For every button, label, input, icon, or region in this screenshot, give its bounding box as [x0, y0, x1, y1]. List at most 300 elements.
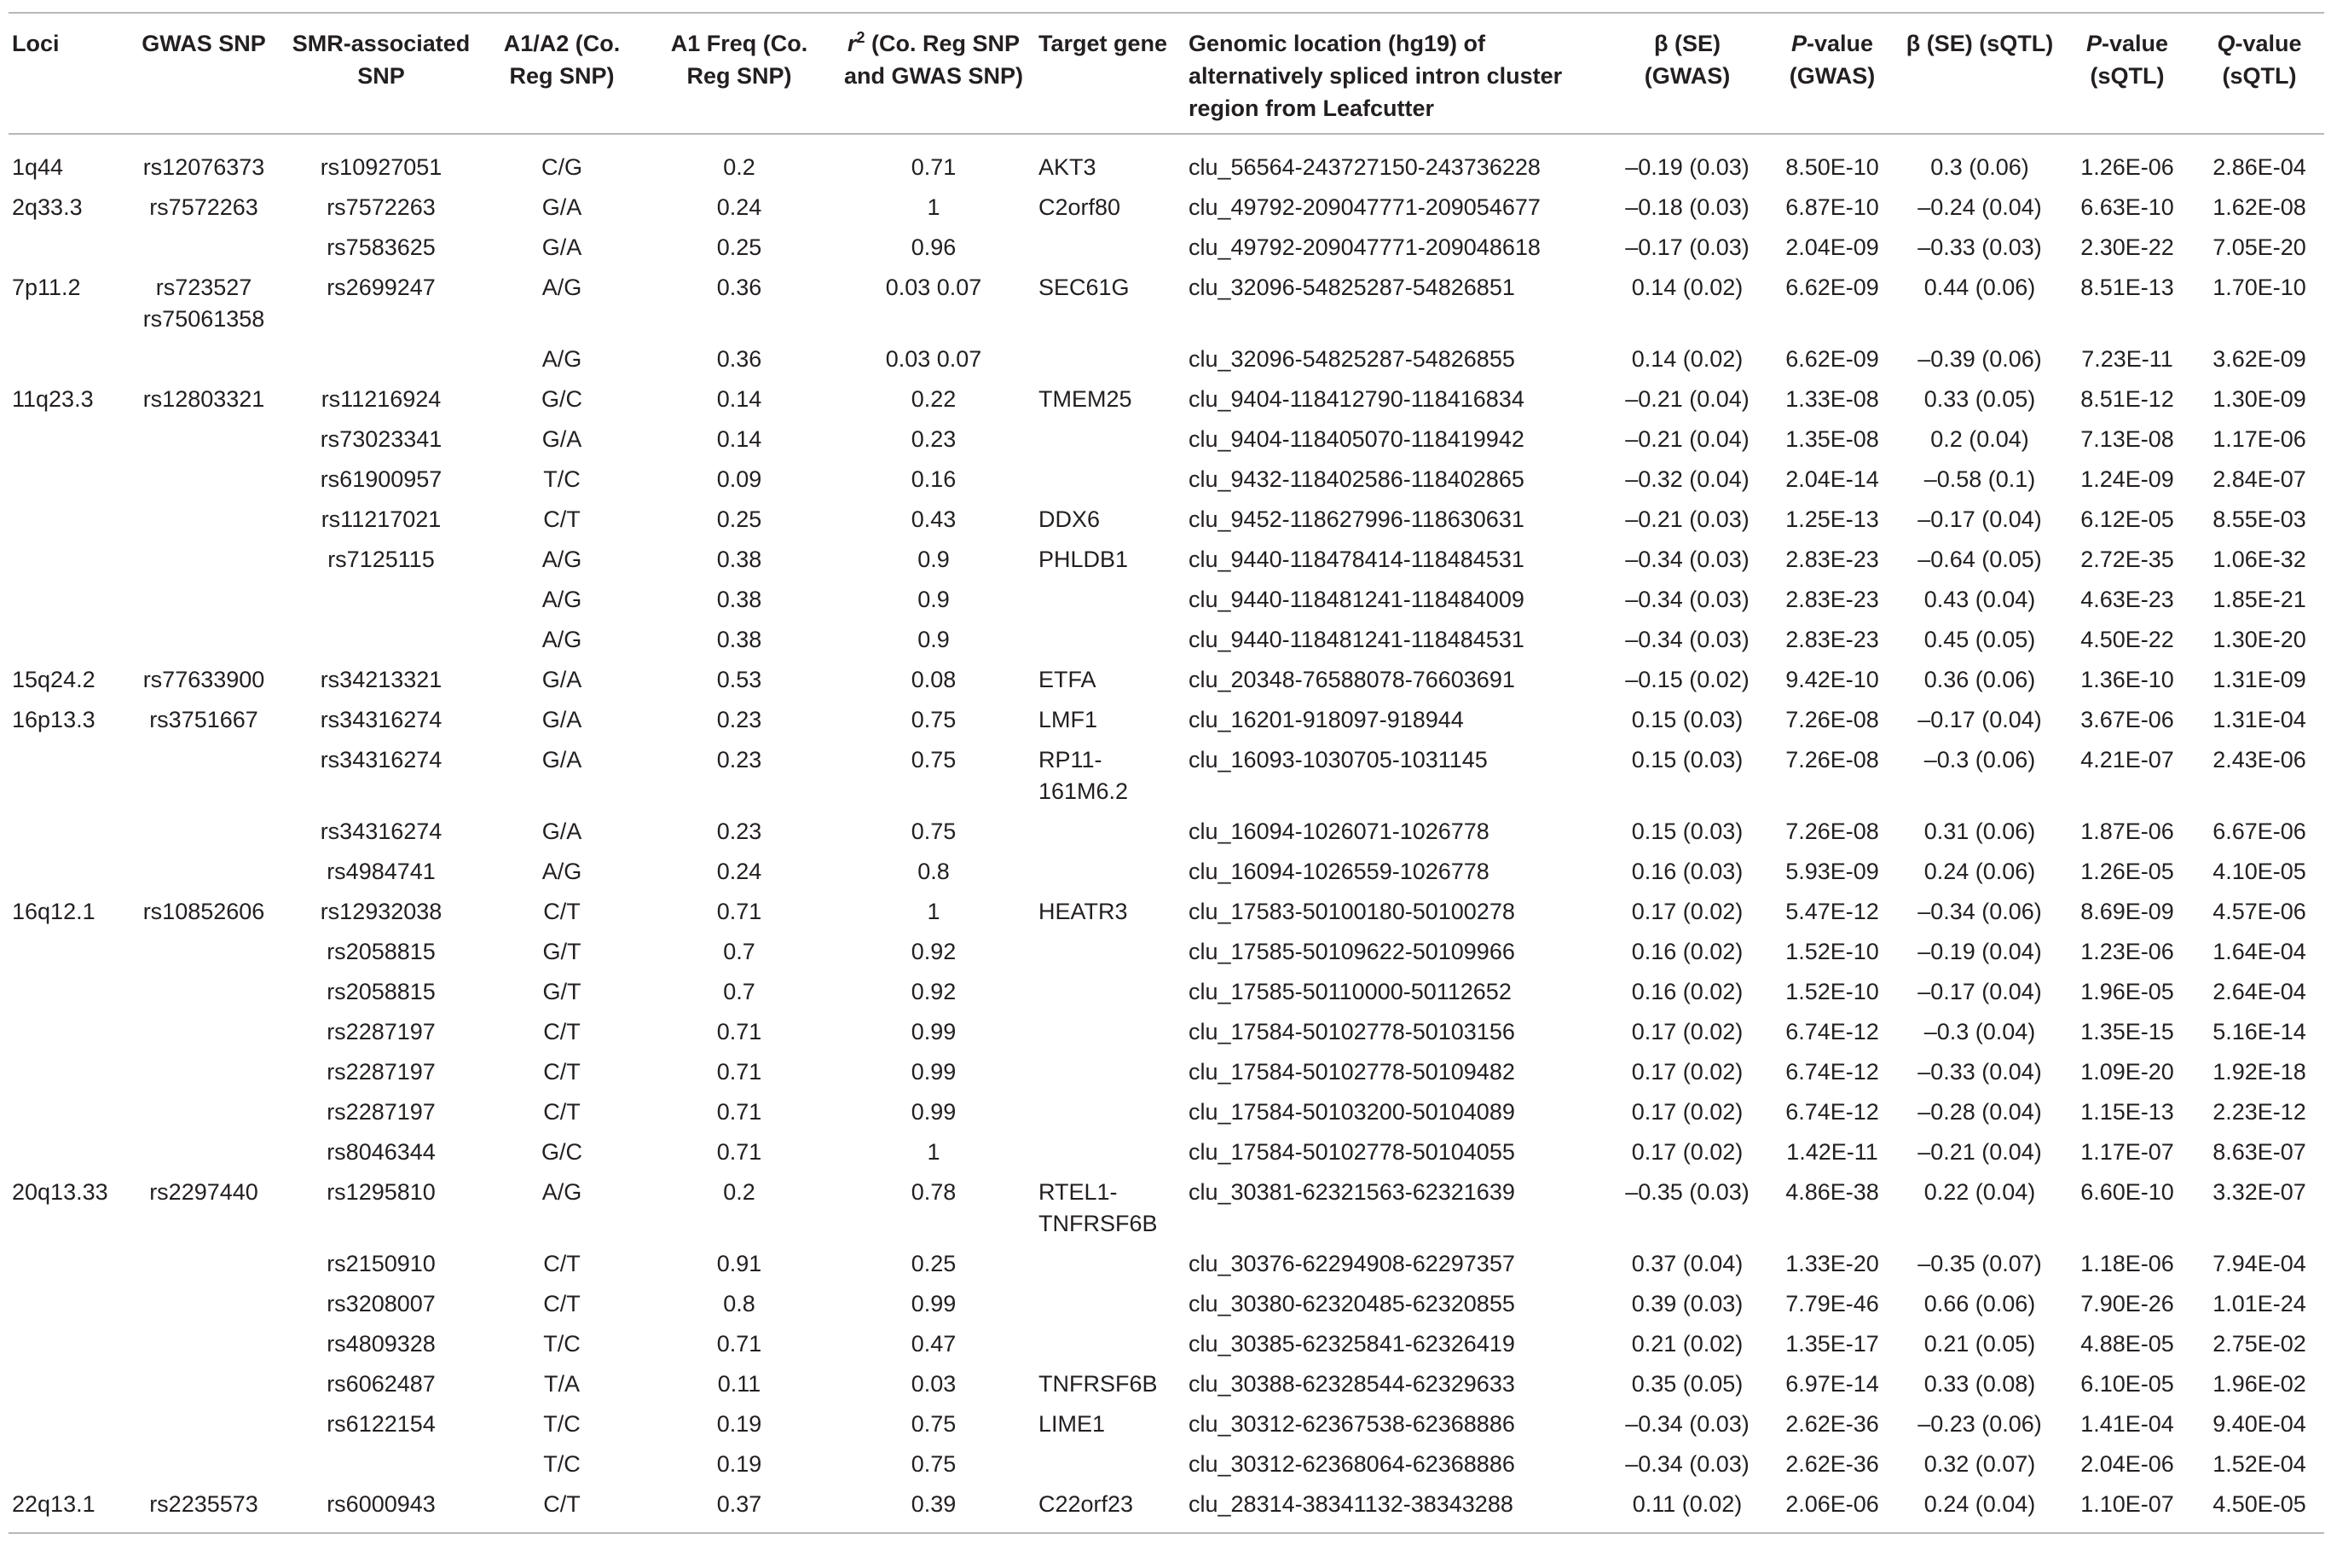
table-row	[9, 1092, 2324, 1132]
cell-r2: 0.99	[911, 1059, 957, 1085]
cell-a1-freq: 0.7	[723, 939, 755, 964]
cell-beta-gwas: 0.15 (0.03)	[1631, 747, 1744, 772]
cell-gwas-snp	[123, 500, 285, 540]
cell-beta-sqtl: 0.31 (0.06)	[1923, 819, 2036, 844]
cell-beta-gwas: –0.15 (0.02)	[1625, 667, 1750, 692]
cell-beta-gwas: 0.39 (0.03)	[1631, 1291, 1744, 1316]
cell-a1-freq: 0.71	[716, 1331, 762, 1357]
cell-p-sqtl: 7.23E-11	[2081, 346, 2173, 372]
cell-genomic-location: clu_30312-62368064-62368886	[1189, 1451, 1515, 1477]
cell-a1-freq: 0.71	[716, 1139, 762, 1165]
cell-q-sqtl: 2.23E-12	[2212, 1099, 2306, 1125]
cell-loci	[9, 812, 123, 852]
table-row	[9, 1132, 2324, 1172]
cell-r2: 0.43	[911, 506, 957, 532]
cell-genomic-location: clu_9404-118405070-118419942	[1189, 426, 1524, 452]
header-gwas-snp: GWAS SNP	[123, 13, 285, 134]
cell-q-sqtl: 1.17E-06	[2212, 426, 2306, 452]
cell-smr-snp: rs61900957	[320, 466, 442, 492]
cell-gwas-snp	[123, 812, 285, 852]
cell-a1a2: G/C	[541, 386, 582, 412]
cell-target-gene	[1035, 1284, 1185, 1324]
cell-beta-sqtl: 0.33 (0.05)	[1923, 386, 2036, 412]
cell-beta-gwas: –0.21 (0.03)	[1625, 506, 1750, 532]
cell-a1-freq: 0.23	[716, 707, 762, 732]
cell-a1-freq: 0.36	[716, 346, 762, 372]
cell-smr-snp: rs34316274	[320, 747, 442, 772]
cell-a1a2: C/T	[543, 1491, 581, 1517]
cell-p-gwas: 2.04E-09	[1785, 234, 1879, 260]
cell-p-gwas: 1.35E-08	[1785, 426, 1879, 452]
table-header	[9, 13, 2324, 134]
cell-gwas-snp: rs10852606	[142, 899, 265, 924]
cell-gwas-snp: rs12803321	[142, 386, 265, 412]
table-row	[9, 1244, 2324, 1284]
table-row	[9, 740, 2324, 812]
cell-target-gene	[1035, 339, 1185, 379]
cell-target-gene	[1035, 812, 1185, 852]
cell-target-gene	[1035, 580, 1185, 620]
cell-smr-snp	[285, 339, 477, 379]
cell-gwas-snp: rs7572263	[149, 194, 258, 220]
cell-p-sqtl: 1.41E-04	[2080, 1411, 2174, 1437]
cell-a1-freq: 0.25	[716, 506, 762, 532]
cell-loci	[9, 852, 123, 892]
cell-q-sqtl: 9.40E-04	[2212, 1411, 2306, 1437]
cell-a1-freq: 0.2	[723, 154, 755, 180]
cell-genomic-location: clu_17584-50102778-50104055	[1189, 1139, 1515, 1165]
cell-smr-snp: rs11217021	[321, 506, 442, 532]
cell-loci: 7p11.2	[12, 275, 81, 300]
cell-genomic-location: clu_17584-50103200-50104089	[1189, 1099, 1515, 1125]
cell-target-gene: TNFRSF6B	[1038, 1371, 1158, 1397]
cell-a1-freq: 0.38	[716, 587, 762, 612]
cell-gwas-snp	[123, 1012, 285, 1052]
table-row	[9, 972, 2324, 1012]
header-a1-freq: A1 Freq (Co. Reg SNP)	[646, 13, 832, 134]
cell-target-gene	[1035, 228, 1185, 268]
cell-beta-sqtl: 0.43 (0.04)	[1923, 587, 2036, 612]
cell-target-gene	[1035, 852, 1185, 892]
cell-target-gene	[1035, 460, 1185, 500]
cell-a1a2: T/C	[543, 466, 581, 492]
cell-r2: 0.47	[911, 1331, 957, 1357]
cell-beta-gwas: –0.34 (0.03)	[1625, 587, 1750, 612]
cell-q-sqtl: 8.55E-03	[2212, 506, 2306, 532]
cell-a1a2: C/T	[543, 899, 581, 924]
cell-p-sqtl: 1.09E-20	[2080, 1059, 2174, 1085]
cell-a1a2: C/T	[543, 506, 581, 532]
cell-gwas-snp	[123, 1284, 285, 1324]
cell-p-sqtl: 4.21E-07	[2080, 747, 2174, 772]
cell-a1-freq: 0.8	[723, 1291, 755, 1316]
cell-beta-sqtl: –0.21 (0.04)	[1917, 1139, 2042, 1165]
cell-q-sqtl: 1.31E-04	[2212, 707, 2306, 732]
cell-q-sqtl: 7.94E-04	[2212, 1251, 2306, 1276]
cell-target-gene: LIME1	[1038, 1411, 1106, 1437]
cell-p-gwas: 1.42E-11	[1786, 1139, 1878, 1165]
cell-smr-snp: rs2287197	[327, 1099, 436, 1125]
cell-a1-freq: 0.24	[716, 859, 762, 884]
cell-genomic-location: clu_17583-50100180-50100278	[1189, 899, 1515, 924]
cell-r2: 0.78	[911, 1179, 957, 1205]
cell-a1-freq: 0.2	[723, 1179, 755, 1205]
cell-loci	[9, 1244, 123, 1284]
cell-p-gwas: 6.87E-10	[1785, 194, 1879, 220]
cell-beta-gwas: 0.15 (0.03)	[1631, 707, 1744, 732]
table-row	[9, 419, 2324, 460]
cell-beta-sqtl: –0.33 (0.04)	[1917, 1059, 2042, 1085]
cell-p-gwas: 5.93E-09	[1785, 859, 1879, 884]
table-row	[9, 339, 2324, 379]
cell-beta-sqtl: –0.39 (0.06)	[1917, 346, 2042, 372]
cell-target-gene: SEC61G	[1038, 275, 1130, 300]
cell-smr-snp: rs2287197	[327, 1059, 436, 1085]
cell-genomic-location: clu_9440-118478414-118484531	[1189, 547, 1524, 572]
cell-beta-sqtl: –0.58 (0.1)	[1923, 466, 2036, 492]
cell-loci: 11q23.3	[12, 386, 94, 412]
cell-p-gwas: 6.62E-09	[1785, 275, 1879, 300]
cell-beta-sqtl: 0.21 (0.05)	[1923, 1331, 2036, 1357]
cell-r2: 0.23	[911, 426, 957, 452]
cell-q-sqtl: 2.64E-04	[2212, 979, 2306, 1004]
cell-a1a2: A/G	[541, 1179, 582, 1205]
table-row	[9, 1404, 2324, 1444]
cell-loci: 22q13.1	[12, 1491, 95, 1517]
cell-beta-sqtl: –0.33 (0.03)	[1917, 234, 2042, 260]
cell-gwas-snp	[123, 580, 285, 620]
cell-p-sqtl: 1.24E-09	[2080, 466, 2174, 492]
cell-target-gene: RP11-161M6.2	[1038, 747, 1129, 804]
cell-beta-gwas: 0.35 (0.05)	[1631, 1371, 1744, 1397]
cell-q-sqtl: 8.63E-07	[2212, 1139, 2306, 1165]
cell-p-gwas: 7.26E-08	[1785, 707, 1879, 732]
cell-genomic-location: clu_30388-62328544-62329633	[1189, 1371, 1515, 1397]
cell-p-gwas: 9.42E-10	[1785, 667, 1879, 692]
cell-smr-snp: rs6122154	[327, 1411, 436, 1437]
cell-r2: 1	[927, 899, 940, 924]
cell-beta-sqtl: 0.66 (0.06)	[1923, 1291, 2036, 1316]
cell-target-gene: ETFA	[1038, 667, 1096, 692]
cell-a1-freq: 0.71	[716, 1059, 762, 1085]
table-row	[9, 620, 2324, 660]
cell-p-sqtl: 7.13E-08	[2080, 426, 2174, 452]
cell-a1a2: T/C	[543, 1411, 581, 1437]
cell-genomic-location: clu_32096-54825287-54826855	[1189, 346, 1515, 372]
cell-p-sqtl: 4.63E-23	[2080, 587, 2174, 612]
cell-target-gene	[1035, 1052, 1185, 1092]
cell-r2: 0.92	[911, 939, 957, 964]
cell-loci	[9, 1404, 123, 1444]
cell-beta-gwas: 0.21 (0.02)	[1631, 1331, 1744, 1357]
cell-a1a2: C/G	[541, 154, 582, 180]
cell-loci: 16p13.3	[12, 707, 95, 732]
cell-q-sqtl: 1.30E-09	[2212, 386, 2306, 412]
cell-beta-gwas: 0.16 (0.02)	[1631, 939, 1744, 964]
cell-p-sqtl: 2.72E-35	[2080, 547, 2174, 572]
cell-gwas-snp	[123, 1324, 285, 1364]
cell-target-gene: C2orf80	[1038, 194, 1121, 220]
cell-q-sqtl: 1.06E-32	[2212, 547, 2306, 572]
cell-p-gwas: 6.97E-14	[1785, 1371, 1879, 1397]
cell-a1-freq: 0.19	[716, 1411, 762, 1437]
cell-loci	[9, 580, 123, 620]
cell-smr-snp: rs10927051	[320, 154, 442, 180]
cell-beta-gwas: 0.16 (0.02)	[1631, 979, 1744, 1004]
table-row	[9, 500, 2324, 540]
cell-a1a2: G/T	[542, 979, 581, 1004]
cell-a1a2: T/A	[543, 1371, 580, 1397]
cell-a1-freq: 0.11	[717, 1371, 761, 1397]
cell-target-gene: HEATR3	[1038, 899, 1128, 924]
cell-q-sqtl: 1.64E-04	[2212, 939, 2306, 964]
cell-smr-snp: rs6062487	[327, 1371, 436, 1397]
cell-r2: 0.99	[911, 1291, 957, 1316]
cell-beta-sqtl: –0.3 (0.04)	[1923, 1019, 2036, 1044]
cell-gwas-snp	[123, 228, 285, 268]
cell-target-gene: DDX6	[1038, 506, 1101, 532]
cell-p-sqtl: 1.26E-06	[2080, 154, 2174, 180]
cell-genomic-location: clu_9452-118627996-118630631	[1189, 506, 1524, 532]
cell-q-sqtl: 3.62E-09	[2212, 346, 2306, 372]
cell-loci	[9, 1012, 123, 1052]
cell-q-sqtl: 2.84E-07	[2212, 466, 2306, 492]
cell-target-gene	[1035, 1244, 1185, 1284]
cell-beta-sqtl: –0.17 (0.04)	[1917, 979, 2042, 1004]
cell-loci	[9, 1052, 123, 1092]
cell-loci	[9, 1364, 123, 1404]
cell-q-sqtl: 3.32E-07	[2212, 1179, 2306, 1205]
table-row	[9, 580, 2324, 620]
cell-genomic-location: clu_17585-50110000-50112652	[1189, 979, 1512, 1004]
cell-p-gwas: 1.35E-17	[1785, 1331, 1879, 1357]
cell-r2: 0.9	[917, 627, 950, 652]
cell-q-sqtl: 1.31E-09	[2212, 667, 2306, 692]
cell-a1a2: C/T	[543, 1059, 581, 1085]
cell-p-sqtl: 8.51E-13	[2080, 275, 2174, 300]
table-row	[9, 379, 2324, 419]
cell-beta-sqtl: –0.17 (0.04)	[1917, 707, 2042, 732]
cell-a1-freq: 0.25	[716, 234, 762, 260]
cell-p-gwas: 1.52E-10	[1785, 939, 1879, 964]
cell-smr-snp: rs2058815	[327, 979, 436, 1004]
cell-beta-sqtl: 0.24 (0.06)	[1923, 859, 2036, 884]
cell-p-sqtl: 1.15E-13	[2080, 1099, 2174, 1125]
header-a1a2: A1/A2 (Co. Reg SNP)	[477, 13, 646, 134]
cell-target-gene: AKT3	[1038, 154, 1096, 180]
results-table-container	[9, 12, 2324, 1534]
cell-gwas-snp	[123, 419, 285, 460]
cell-smr-snp	[285, 620, 477, 660]
cell-smr-snp: rs12932038	[320, 899, 442, 924]
cell-p-gwas: 2.62E-36	[1785, 1411, 1879, 1437]
cell-gwas-snp	[123, 339, 285, 379]
cell-loci	[9, 1444, 123, 1484]
cell-genomic-location: clu_17585-50109622-50109966	[1189, 939, 1515, 964]
cell-genomic-location: clu_30385-62325841-62326419	[1189, 1331, 1515, 1357]
cell-smr-snp: rs34213321	[320, 667, 442, 692]
cell-r2: 0.08	[911, 667, 957, 692]
cell-smr-snp	[285, 1444, 477, 1484]
header-p-gwas: P-value (GWAS)	[1765, 13, 1900, 134]
table-row	[9, 932, 2324, 972]
cell-loci	[9, 1092, 123, 1132]
header-beta-gwas: β (SE) (GWAS)	[1610, 13, 1765, 134]
cell-a1-freq: 0.71	[716, 1019, 762, 1044]
cell-r2: 0.92	[911, 979, 957, 1004]
cell-r2: 0.75	[911, 1411, 957, 1437]
cell-genomic-location: clu_16201-918097-918944	[1189, 707, 1464, 732]
cell-genomic-location: clu_30380-62320485-62320855	[1189, 1291, 1515, 1316]
cell-beta-gwas: –0.21 (0.04)	[1625, 426, 1750, 452]
cell-beta-gwas: –0.32 (0.04)	[1625, 466, 1750, 492]
cell-a1a2: G/A	[541, 707, 582, 732]
table-row	[9, 228, 2324, 268]
cell-p-sqtl: 6.12E-05	[2080, 506, 2174, 532]
cell-beta-gwas: 0.17 (0.02)	[1631, 1019, 1744, 1044]
cell-p-sqtl: 2.04E-06	[2080, 1451, 2174, 1477]
cell-r2: 1	[927, 194, 940, 220]
table-row	[9, 852, 2324, 892]
cell-target-gene	[1035, 1324, 1185, 1364]
cell-r2: 1	[927, 1139, 940, 1165]
cell-a1-freq: 0.38	[716, 547, 762, 572]
cell-beta-sqtl: –0.24 (0.04)	[1917, 194, 2042, 220]
header-loci: Loci	[9, 13, 123, 134]
cell-a1a2: G/A	[541, 426, 582, 452]
cell-beta-sqtl: 0.3 (0.06)	[1930, 154, 2029, 180]
cell-a1a2: A/G	[541, 627, 582, 652]
cell-a1a2: G/A	[541, 819, 582, 844]
cell-beta-sqtl: 0.33 (0.08)	[1923, 1371, 2036, 1397]
cell-a1a2: A/G	[541, 587, 582, 612]
cell-loci	[9, 460, 123, 500]
table-row	[9, 1364, 2324, 1404]
cell-a1a2: A/G	[541, 859, 582, 884]
cell-a1-freq: 0.14	[716, 426, 762, 452]
cell-beta-sqtl: 0.44 (0.06)	[1923, 275, 2036, 300]
cell-gwas-snp	[123, 740, 285, 812]
cell-genomic-location: clu_17584-50102778-50103156	[1189, 1019, 1515, 1044]
cell-p-sqtl: 6.63E-10	[2080, 194, 2174, 220]
cell-loci: 20q13.33	[12, 1179, 108, 1205]
cell-a1-freq: 0.37	[716, 1491, 762, 1517]
cell-q-sqtl: 1.01E-24	[2212, 1291, 2306, 1316]
cell-loci	[9, 972, 123, 1012]
cell-smr-snp: rs2287197	[327, 1019, 436, 1044]
cell-p-gwas: 8.50E-10	[1785, 154, 1879, 180]
cell-a1a2: G/A	[541, 234, 582, 260]
cell-beta-gwas: –0.17 (0.03)	[1625, 234, 1750, 260]
cell-loci	[9, 620, 123, 660]
cell-target-gene	[1035, 1444, 1185, 1484]
cell-beta-sqtl: –0.17 (0.04)	[1917, 506, 2042, 532]
cell-a1a2: T/C	[543, 1451, 581, 1477]
cell-gwas-snp	[123, 1444, 285, 1484]
cell-p-gwas: 6.74E-12	[1785, 1099, 1879, 1125]
cell-gwas-snp	[123, 852, 285, 892]
cell-p-gwas: 4.86E-38	[1785, 1179, 1879, 1205]
cell-r2: 0.9	[917, 587, 950, 612]
cell-gwas-snp	[123, 1244, 285, 1284]
cell-loci: 1q44	[12, 154, 64, 180]
cell-smr-snp: rs3208007	[327, 1291, 436, 1316]
cell-p-sqtl: 1.18E-06	[2080, 1251, 2174, 1276]
cell-smr-snp: rs11216924	[321, 386, 442, 412]
cell-p-sqtl: 1.23E-06	[2080, 939, 2174, 964]
cell-a1-freq: 0.19	[716, 1451, 762, 1477]
cell-beta-sqtl: –0.64 (0.05)	[1917, 547, 2042, 572]
cell-genomic-location: clu_16094-1026559-1026778	[1189, 859, 1489, 884]
cell-r2: 0.25	[911, 1251, 957, 1276]
header-q-sqtl: Q-value (sQTL)	[2195, 13, 2324, 134]
cell-loci: 16q12.1	[12, 899, 95, 924]
cell-a1-freq: 0.38	[716, 627, 762, 652]
cell-beta-gwas: –0.34 (0.03)	[1625, 1451, 1750, 1477]
cell-r2: 0.39	[911, 1491, 957, 1517]
cell-r2: 0.16	[911, 466, 957, 492]
cell-a1a2: A/G	[541, 346, 582, 372]
cell-beta-sqtl: 0.45 (0.05)	[1923, 627, 2036, 652]
cell-beta-sqtl: 0.22 (0.04)	[1923, 1179, 2036, 1205]
cell-beta-sqtl: 0.2 (0.04)	[1930, 426, 2029, 452]
cell-gwas-snp: rs77633900	[142, 667, 265, 692]
cell-target-gene	[1035, 1012, 1185, 1052]
cell-beta-gwas: 0.14 (0.02)	[1631, 346, 1744, 372]
cell-beta-gwas: 0.15 (0.03)	[1631, 819, 1744, 844]
cell-a1a2: A/G	[541, 547, 582, 572]
cell-p-gwas: 1.33E-08	[1785, 386, 1879, 412]
table-row	[9, 700, 2324, 740]
table-row	[9, 1172, 2324, 1244]
cell-p-sqtl: 1.36E-10	[2080, 667, 2174, 692]
cell-a1-freq: 0.14	[716, 386, 762, 412]
cell-smr-snp	[285, 580, 477, 620]
cell-a1-freq: 0.36	[716, 275, 762, 300]
header-p-sqtl: P-value (sQTL)	[2060, 13, 2195, 134]
cell-genomic-location: clu_9404-118412790-118416834	[1189, 386, 1524, 412]
table-row	[9, 892, 2324, 932]
cell-p-gwas: 2.83E-23	[1785, 587, 1879, 612]
cell-p-sqtl: 1.87E-06	[2080, 819, 2174, 844]
cell-target-gene: LMF1	[1038, 707, 1098, 732]
cell-target-gene	[1035, 1092, 1185, 1132]
cell-gwas-snp	[123, 460, 285, 500]
cell-q-sqtl: 2.43E-06	[2212, 747, 2306, 772]
cell-loci	[9, 228, 123, 268]
cell-q-sqtl: 4.10E-05	[2212, 859, 2306, 884]
cell-gwas-snp	[123, 1132, 285, 1172]
cell-p-gwas: 7.26E-08	[1785, 747, 1879, 772]
cell-genomic-location: clu_30312-62367538-62368886	[1189, 1411, 1515, 1437]
cell-beta-gwas: –0.18 (0.03)	[1625, 194, 1750, 220]
cell-p-sqtl: 1.10E-07	[2080, 1491, 2174, 1517]
cell-p-sqtl: 1.26E-05	[2080, 859, 2174, 884]
cell-beta-gwas: 0.17 (0.02)	[1631, 1139, 1744, 1165]
cell-gwas-snp: rs2235573	[149, 1491, 258, 1517]
table-row	[9, 188, 2324, 228]
cell-p-gwas: 6.74E-12	[1785, 1059, 1879, 1085]
cell-q-sqtl: 1.30E-20	[2212, 627, 2306, 652]
results-table	[9, 12, 2324, 1534]
cell-r2: 0.96	[911, 234, 957, 260]
cell-q-sqtl: 1.92E-18	[2212, 1059, 2306, 1085]
cell-q-sqtl: 1.70E-10	[2212, 275, 2306, 300]
cell-a1a2: C/T	[543, 1251, 581, 1276]
cell-gwas-snp	[123, 932, 285, 972]
cell-a1a2: C/T	[543, 1099, 581, 1125]
cell-a1a2: A/G	[541, 275, 582, 300]
